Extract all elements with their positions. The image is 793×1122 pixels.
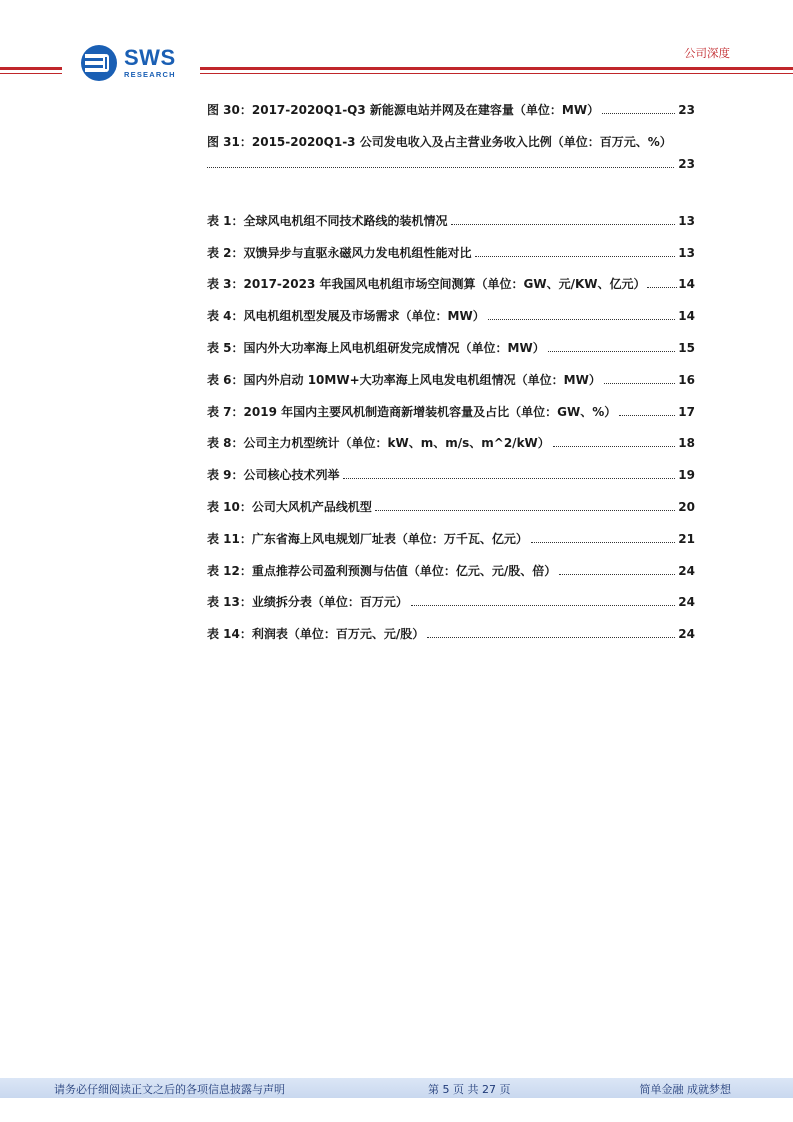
toc-leader-dots [451,223,676,225]
toc-entry-label: 表 12：重点推荐公司盈利预测与估值（单位：亿元、元/股、倍） [207,563,557,578]
toc-table-entry[interactable] [207,561,695,593]
toc-leader-dots [411,604,675,606]
toc-entry-page: 13 [678,245,695,260]
toc-entry-label: 表 3：2017-2023 年我国风电机组市场空间测算（单位：GW、元/KW、亿元） [207,277,646,292]
toc-entry-page: 19 [678,468,695,483]
toc-leader-dots [207,166,674,168]
toc-table-entry[interactable] [207,402,695,434]
toc-entry-label: 表 5：国内外大功率海上风电机组研发完成情况（单位：MW） [207,340,545,355]
toc-entry-page: 24 [678,627,695,642]
toc-table-entry[interactable] [207,624,695,656]
page-footer [0,1078,793,1098]
toc-table-entry[interactable] [207,497,695,529]
footer-page-number: 第 5 页 共 27 页 [428,1083,511,1096]
toc-table-entry[interactable] [207,211,695,243]
toc-table-entry[interactable] [207,243,695,275]
toc-entry-label: 表 4：风电机组机型发展及市场需求（单位：MW） [207,309,485,324]
toc-entry-page: 17 [678,404,695,419]
toc-leader-dots [531,541,675,543]
sws-logo-icon [80,44,118,82]
toc-entry-label: 表 9：公司核心技术列举 [207,468,340,483]
toc-leader-dots [602,112,675,114]
header-rule-left-thin [0,73,62,74]
toc-entry-page: 24 [678,595,695,610]
toc-figure-entry[interactable] [207,100,695,132]
toc-leader-dots [604,382,675,384]
header-rule-right-thin [200,73,793,74]
toc-figure-entry[interactable] [207,132,695,174]
toc-leader-dots [559,573,675,575]
document-type-label: 公司深度 [684,46,730,60]
toc-entry-page: 18 [678,436,695,451]
toc-entry-page: 13 [678,213,695,228]
toc-entry-page: 15 [678,340,695,355]
toc-entry-page: 23 [678,156,695,171]
toc-entry-label: 表 10：公司大风机产品线机型 [207,499,372,514]
toc-table-entry[interactable] [207,370,695,402]
logo-sub-text: RESEARCH [124,70,176,80]
toc-table-entry[interactable] [207,529,695,561]
footer-slogan: 简单金融 成就梦想 [639,1083,731,1096]
header-rule-left [0,67,62,70]
toc-entry-page: 23 [678,103,695,117]
toc-table-entry[interactable] [207,306,695,338]
toc-table-entry[interactable] [207,592,695,624]
toc-leader-dots [427,636,675,638]
page-header [0,0,793,90]
toc-entry-label: 图 30：2017-2020Q1-Q3 新能源电站并网及在建容量（单位：MW） [207,103,600,117]
header-rule-right [200,67,793,70]
toc-entry-page: 20 [678,499,695,514]
toc-entry-label: 表 6：国内外启动 10MW+大功率海上风电发电机组情况（单位：MW） [207,372,601,387]
company-logo [80,44,176,82]
logo-brand-text: SWS [124,45,176,71]
toc-entry-label: 表 7：2019 年国内主要风机制造商新增装机容量及占比（单位：GW、%） [207,404,617,419]
toc-entry-label: 表 14：利润表（单位：百万元、元/股） [207,627,425,642]
toc-entry-label: 图 31：2015-2020Q1-3 公司发电收入及占主营业务收入比例（单位：百万元、%） [207,134,672,149]
toc-table-entry[interactable] [207,338,695,370]
toc-leader-dots [343,477,676,479]
toc-entry-label: 表 1：全球风电机组不同技术路线的装机情况 [207,213,448,228]
table-of-contents [207,100,695,656]
toc-table-entry[interactable] [207,465,695,497]
toc-entry-page: 16 [678,372,695,387]
toc-leader-dots [375,509,675,511]
toc-entry-page: 14 [678,277,695,292]
footer-disclaimer: 请务必仔细阅读正文之后的各项信息披露与声明 [54,1083,285,1096]
toc-leader-dots [488,318,676,320]
toc-leader-dots [475,255,676,257]
toc-table-entry[interactable] [207,274,695,306]
toc-leader-dots [553,445,676,447]
toc-entry-label: 表 11：广东省海上风电规划厂址表（单位：万千瓦、亿元） [207,531,528,546]
toc-entry-page: 24 [678,563,695,578]
toc-entry-label: 表 2：双馈异步与直驱永磁风力发电机组性能对比 [207,245,472,260]
toc-leader-dots [619,414,675,416]
toc-entry-page: 14 [678,309,695,324]
toc-entry-label: 表 8：公司主力机型统计（单位：kW、m、m/s、m^2/kW） [207,436,550,451]
toc-leader-dots [647,286,678,288]
toc-entry-label: 表 13：业绩拆分表（单位：百万元） [207,595,408,610]
toc-table-entry[interactable] [207,433,695,465]
toc-leader-dots [548,350,676,352]
toc-entry-page: 21 [678,531,695,546]
